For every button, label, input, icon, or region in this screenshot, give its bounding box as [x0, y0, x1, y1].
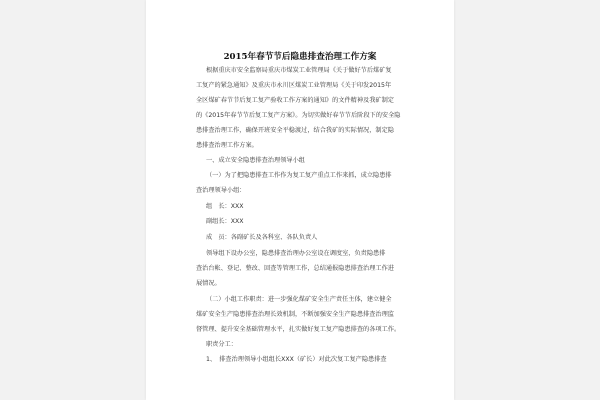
section-heading: 一、成立安全隐患排查治理领导小组 [206, 157, 305, 164]
intro-line: 根据重庆市安全监察局重庆市煤炭工业管理局《关于做好节后煤矿复 [206, 67, 392, 74]
paragraph-line: 领导组下设办公室，隐患排查治理办公室设在调度室，负责隐患排 [206, 250, 386, 257]
leader-line: 组 长：XXX [206, 203, 244, 210]
duty-item: 1、 排查治理领导小组组长XXX（矿长）对此次复工复产隐患排查 [206, 356, 387, 363]
intro-line: 全区煤矿春节节后复工复产验收工作方案的通知》的文件精神及我矿制定 [196, 97, 394, 104]
intro-line: 患排查治理工作，确保开班安全平稳渡过，结合我矿的实际情况，制定隐 [196, 127, 394, 134]
intro-line: 工复产的紧急通知》及重庆市永川区煤炭工业管理局《关于印发2015年 [196, 82, 392, 89]
intro-line: 患排查治理工作方案。 [196, 142, 258, 149]
paragraph-line: （二）小组工作职责：进一步强化煤矿安全生产责任主体，建立健全 [206, 296, 392, 303]
paragraph-line: （一）为了把隐患排查工作作为复工复产重点工作来抓，成立隐患排 [206, 172, 392, 179]
document-page [146, 0, 454, 400]
paragraph-line: 煤矿安全生产隐患排查治理长效机制，不断加强安全生产隐患排查治理监 [196, 311, 394, 318]
paragraph-line: 查治台帐、登记、整改、回查等管理工作，总结通报隐患排查治理工作进 [196, 265, 394, 272]
paragraph-line: 督管理、提升安全基础管理水平，扎实做好复工复产隐患排查的各项工作。 [196, 326, 401, 333]
deputy-line: 副组长：XXX [206, 218, 244, 225]
paragraph-line: 展情况。 [196, 280, 221, 287]
members-line: 成 员：各副矿长及各科室、各队负责人 [206, 234, 318, 241]
duties-heading: 职责分工： [206, 341, 237, 348]
paragraph-line: 查治理领导小组： [196, 187, 246, 194]
intro-line: 的《2015年春节节后复工复产方案》。为切实做好春节节后阶段下的安全隐 [196, 112, 401, 119]
page-title: 2015年春节节后隐患排查治理工作方案 [223, 52, 377, 62]
